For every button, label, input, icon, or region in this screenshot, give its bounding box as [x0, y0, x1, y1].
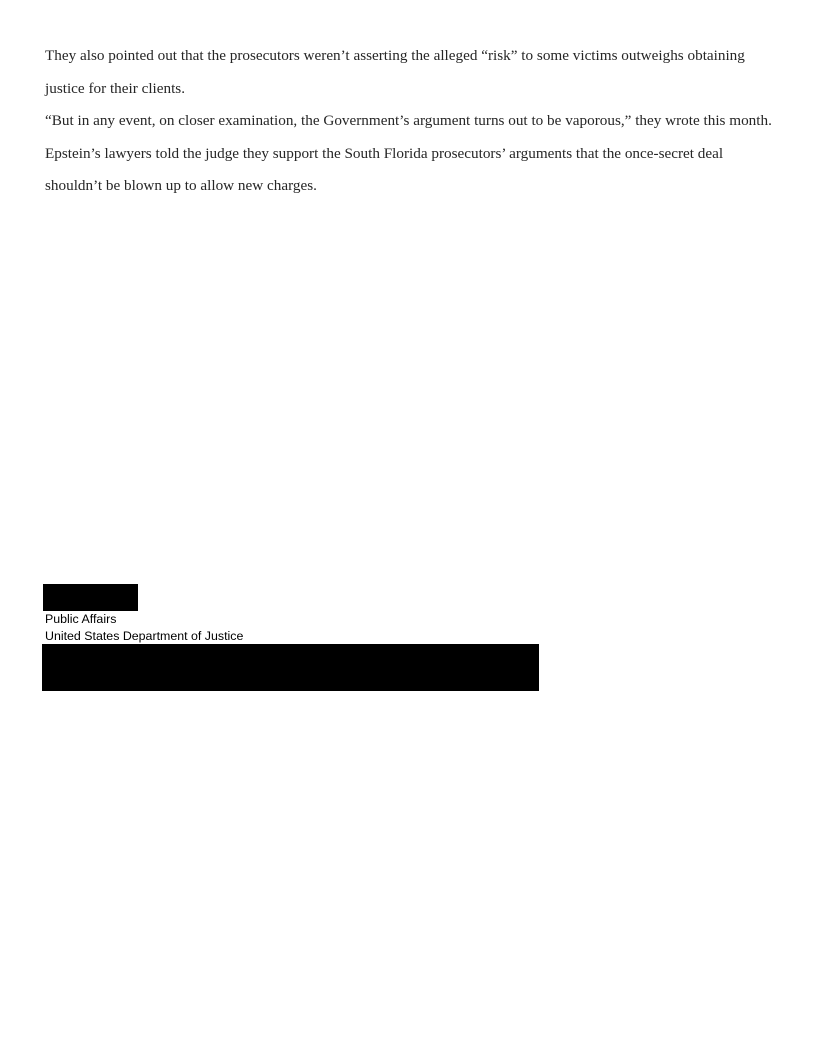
signature-office: Public Affairs: [45, 612, 117, 626]
paragraph-2: “But in any event, on closer examination, the Government’s argument turns out to be vaporous,” they wrote this month.: [45, 112, 772, 129]
paragraph-1: They also pointed out that the prosecutors weren’t asserting the alleged “risk” to some victims outweighs obtaining justice for their clients.: [45, 47, 745, 97]
redacted-name-block: [43, 584, 138, 611]
signature-block: [45, 611, 243, 645]
signature-organization: United States Department of Justice: [45, 629, 244, 643]
paragraph-3: Epstein’s lawyers told the judge they support the South Florida prosecutors’ arguments that the once-secret deal shouldn’t be blown up to allow new charges.: [45, 144, 724, 194]
redacted-contact-block: [42, 644, 539, 691]
article-body: [45, 40, 780, 203]
